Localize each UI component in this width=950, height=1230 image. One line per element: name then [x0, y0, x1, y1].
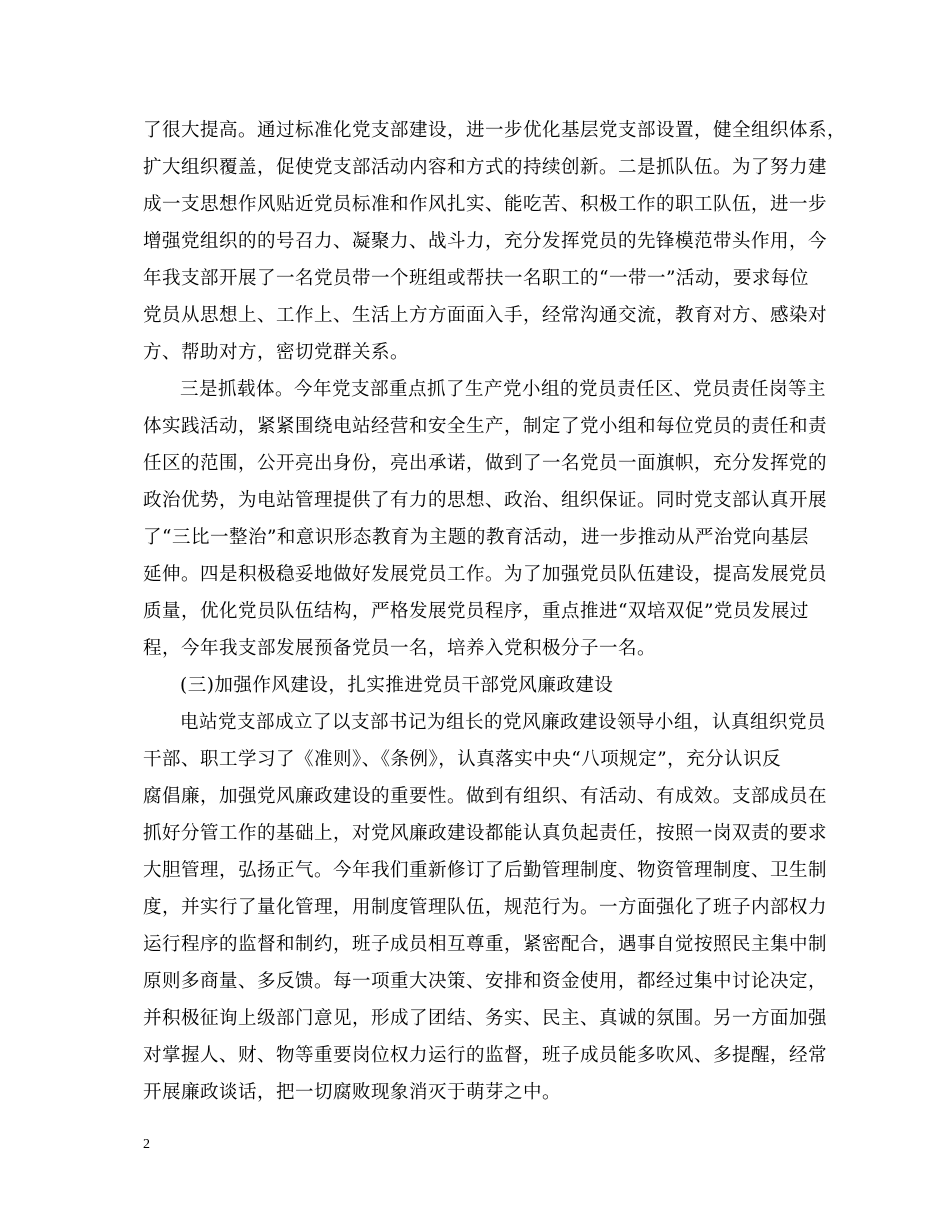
page-number: 2 [143, 1137, 150, 1152]
text-line: 原则多商量、多反馈。每一项重大决策、安排和资金使用，都经过集中讨论决定， [143, 971, 828, 992]
text-line: 成一支思想作风贴近党员标准和作风扎实、能吃苦、积极工作的职工队伍，进一步 [143, 194, 828, 215]
text-line: 大胆管理，弘扬正气。今年我们重新修订了后勤管理制度、物资管理制度、卫生制 [143, 860, 828, 881]
text-line: 了“三比一整治”和意识形态教育为主题的教育活动，进一步推动从严治党向基层 [143, 527, 809, 548]
paragraph-start-line: 电站党支部成立了以支部书记为组长的党风廉政建设领导小组，认真组织党员 [180, 712, 827, 733]
text-line: 并积极征询上级部门意见，形成了团结、务实、民主、真诚的氛围。另一方面加强 [143, 1008, 828, 1029]
text-line: 干部、职工学习了《准则》、《条例》，认真落实中央“八项规定”，充分认识反 [143, 749, 782, 770]
text-line: 了很大提高。通过标准化党支部建设，进一步优化基层党支部设置，健全组织体系， [143, 120, 847, 141]
paragraph-start-line: 三是抓载体。今年党支部重点抓了生产党小组的党员责任区、党员责任岗等主 [180, 379, 827, 400]
text-line: 年我支部开展了一名党员带一个班组或帮扶一名职工的“一带一”活动，要求每位 [143, 268, 809, 289]
text-line: 延伸。四是积极稳妥地做好发展党员工作。为了加强党员队伍建设，提高发展党员 [143, 564, 828, 585]
text-line: 开展廉政谈话，把一切腐败现象消灭于萌芽之中。 [143, 1082, 562, 1103]
text-line: 运行程序的监督和制约，班子成员相互尊重，紧密配合，遇事自觉按照民主集中制 [143, 934, 828, 955]
text-line: 腐倡廉，加强党风廉政建设的重要性。做到有组织、有活动、有成效。支部成员在 [143, 786, 828, 807]
body-text [143, 112, 847, 1111]
text-line: 增强党组织的的号召力、凝聚力、战斗力，充分发挥党员的先锋模范带头作用，今 [143, 231, 828, 252]
text-line: 体实践活动，紧紧围绕电站经营和安全生产，制定了党小组和每位党员的责任和责 [143, 416, 828, 437]
text-line: 程，今年我支部发展预备党员一名，培养入党积极分子一名。 [143, 638, 657, 659]
text-line: 对掌握人、财、物等重要岗位权力运行的监督，班子成员能多吹风、多提醒，经常 [143, 1045, 828, 1066]
text-line: 扩大组织覆盖，促使党支部活动内容和方式的持续创新。二是抓队伍。为了努力建 [143, 157, 828, 178]
text-line: 质量，优化党员队伍结构，严格发展党员程序，重点推进“双培双促”党员发展过 [143, 601, 809, 622]
text-line: 抓好分管工作的基础上，对党风廉政建设都能认真负起责任，按照一岗双责的要求 [143, 823, 828, 844]
text-line: 任区的范围，公开亮出身份，亮出承诺，做到了一名党员一面旗帜，充分发挥党的 [143, 453, 828, 474]
section-heading: (三)加强作风建设，扎实推进党员干部党风廉政建设 [180, 675, 614, 696]
text-line: 党员从思想上、工作上、生活上方方面面入手，经常沟通交流，教育对方、感染对 [143, 305, 828, 326]
text-line: 政治优势，为电站管理提供了有力的思想、政治、组织保证。同时党支部认真开展 [143, 490, 828, 511]
text-line: 方、帮助对方，密切党群关系。 [143, 342, 410, 363]
text-line: 度，并实行了量化管理，用制度管理队伍，规范行为。一方面强化了班子内部权力 [143, 897, 828, 918]
